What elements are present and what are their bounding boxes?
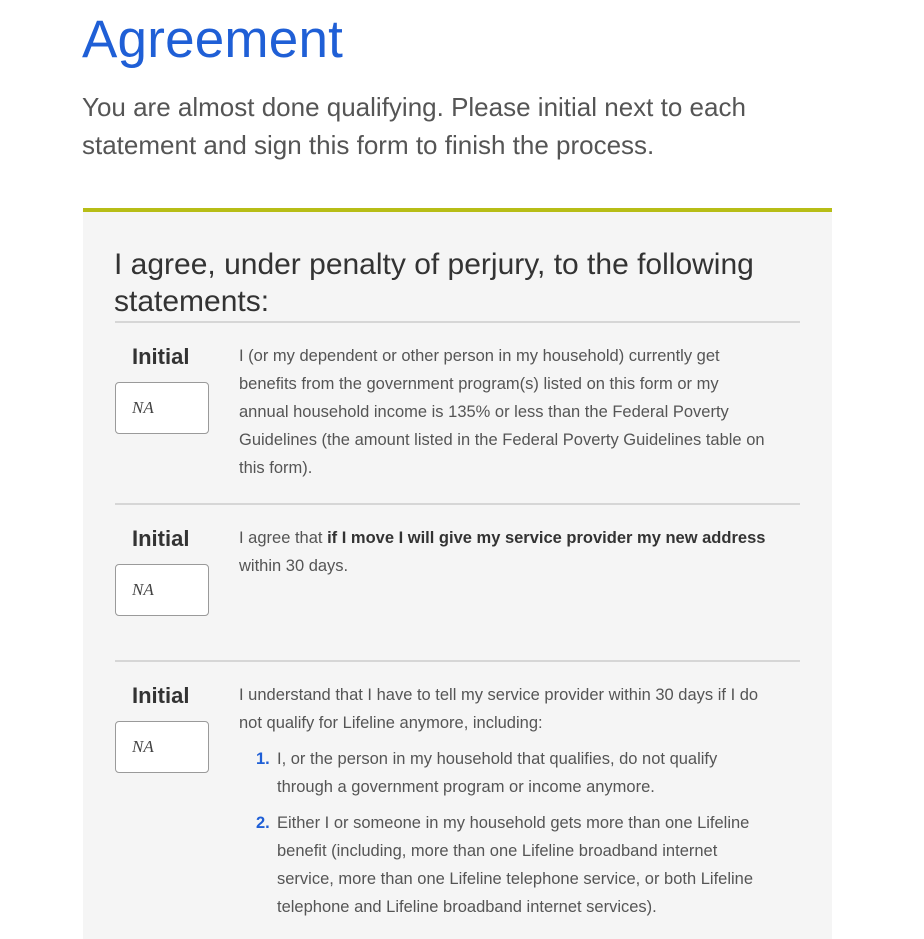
list-item-text: Either I or someone in my household gets more than one Lifeline benefit (including, more than one Lifeline broadband internet service, more than one Lifeline telephone service, or both Lifeline telephone and Lifeline broadband internet services). [277,814,754,916]
statement-text-before: I agree that [239,529,328,547]
list-item [239,745,769,801]
divider [115,321,800,323]
statement-text-3: I understand that I have to tell my service provider within 30 days if I do not qualify for Lifeline anymore, including: [239,686,759,732]
list-number: 1. [256,750,270,768]
initial-label: Initial [132,344,190,369]
page-title: Agreement [82,10,344,69]
divider [115,503,800,505]
statement-text-after: within 30 days. [239,557,349,575]
list-item [239,809,769,921]
initial-input-1[interactable] [115,382,209,434]
list-item-text: I, or the person in my household that qualifies, do not qualify through a government program or income anymore. [277,750,718,796]
initial-label: Initial [132,526,190,551]
divider [115,660,800,662]
agreement-panel [83,208,832,939]
statement-text-2 [239,524,769,580]
initial-label: Initial [132,683,190,708]
list-number: 2. [256,814,270,832]
sub-list [239,745,769,929]
statement-text-emphasis: if I move I will give my service provider my new address [327,529,766,547]
statement-text-1: I (or my dependent or other person in my household) currently get benefits from the government program(s) listed on this form or my annual household income is 135% or less than the Federal Poverty Guidelines (the amount listed in the Federal Poverty Guidelines table on this form). [239,347,765,477]
panel-heading: I agree, under penalty of perjury, to the following statements: [114,248,754,318]
intro-text: You are almost done qualifying. Please initial next to each statement and sign this form to finish the process. [82,92,746,160]
initial-input-2[interactable] [115,564,209,616]
initial-input-3[interactable] [115,721,209,773]
